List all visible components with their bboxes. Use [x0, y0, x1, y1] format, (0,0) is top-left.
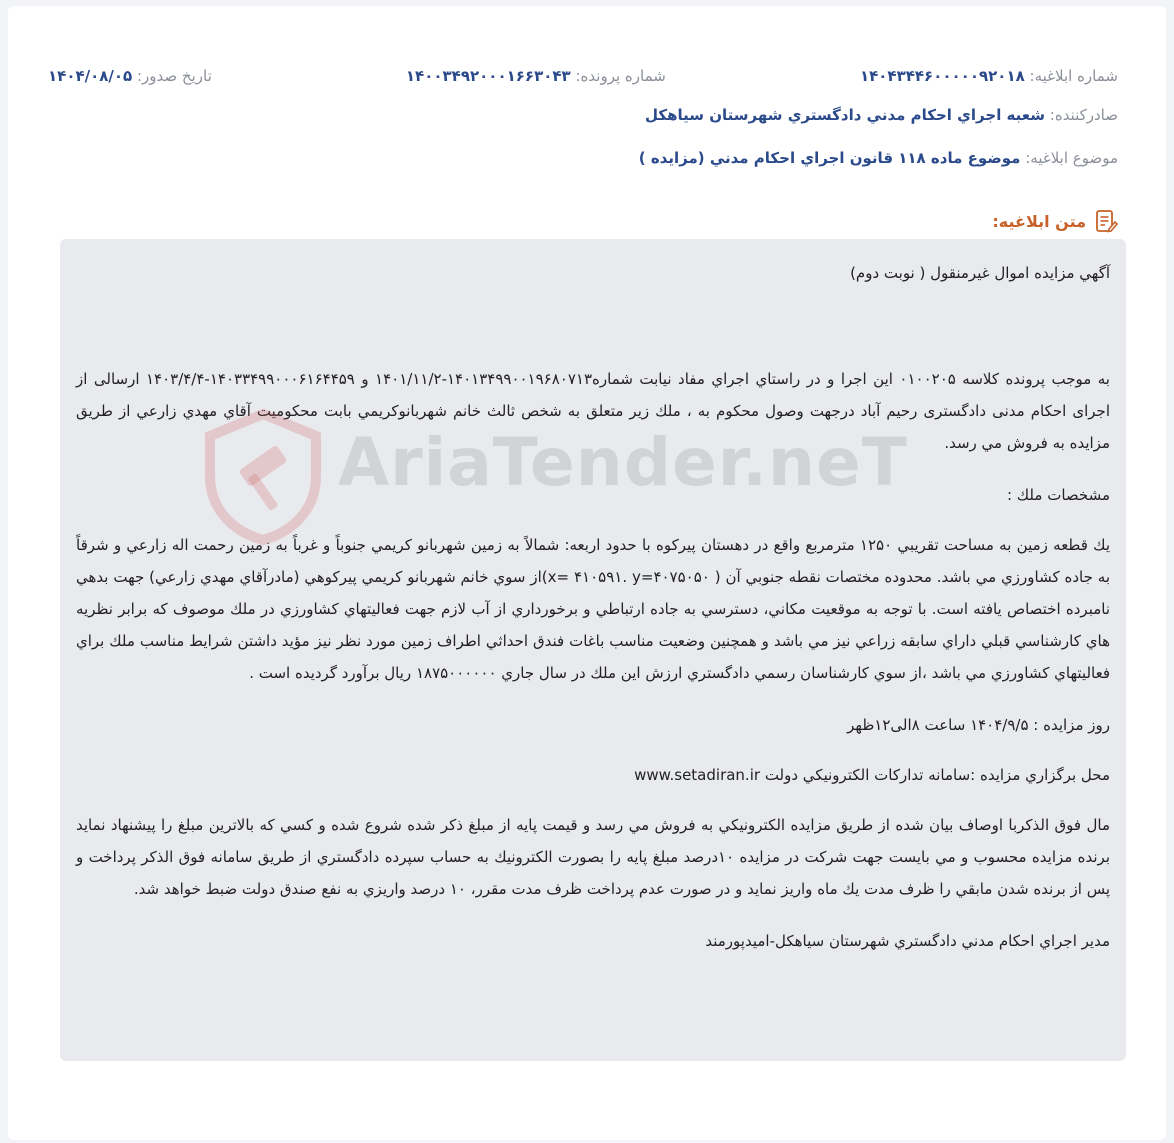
- issuer: [645, 106, 1118, 124]
- notice-number: [860, 67, 1118, 85]
- body-paragraph-3: مال فوق الذكربا اوصاف بيان شده از طريق مزايده الكترونيكي به فروش مي رسد و قيمت پايه از مبلغ ذكر شده شروع شده و كسي كه بالاترين مبلغ را پيشنهاد نمايد برنده مزايده محسوب و مي بايست جهت شركت در مزايده ۱۰درصد مبلغ پايه را بصورت الكترونيك به حساب سپرده دادگستري از طريق سامانه فوق الذكر پرداخت و پس از برنده شدن مابقي را ظرف مدت يك ماه واريز نمايد و در صورت عدم پرداخت ظرف مدت مقرر، ۱۰ درصد واريزي به نفع صندق دولت ضبط خواهد شد.: [76, 816, 1110, 898]
- auction-day: روز مزايده : ۱۴۰۴/۹/۵ ساعت ۸الی۱۲ظهر: [847, 716, 1110, 734]
- watermark-text: AriaTender.neT: [338, 424, 908, 501]
- issuer-value: شعبه اجراي احكام مدني دادگستري شهرستان سياهكل: [644, 106, 1045, 124]
- signature: مدير اجراي احكام مدني دادگستري شهرستان سياهكل-اميدپورمند: [705, 932, 1110, 950]
- body-paragraph-2: يك قطعه زمين به مساحت تقريبي ۱۲۵۰ مترمربع واقع در دهستان پيركوه با حدود اربعه: شمالاً به زمين شهربانو كريمي جنوباً و غرباً به زمين رحمت اله زارعي و شرقاً به جاده كشاورزي مي باشد. محدوده مختصات نقطه جنوبي آن ( x= ۴۱۰۵۹۱. y=۴۰۷۵۰۵۰)از سوي خانم شهربانو كريمي پيركوهي (مادرآقاي مهدي زارعي) جهت بدهي نامبرده اختصاص يافته است. با توجه به موقعيت مكاني، دسترسي به جاده ارتباطي و برخورداري از آب لازم جهت فعاليتهاي كشاورزي در ملك موصوف كه برابر نظريه هاي كارشناسي قبلي داراي سابقه زراعي نيز مي باشد و همچنين وضعيت مناسب باغات فندق احداثي اطراف زمين مورد نظر نيز مؤيد داشتن شرايط مناسب ملك براي فعاليتهاي كشاورزي مي باشد ،از سوي كارشناسان رسمي دادگستري ارزش اين ملك در سال جاري ۱۸۷۵۰۰۰۰۰۰ ريال برآورد گرديده است .: [76, 536, 1111, 682]
- specs-label: مشخصات ملك :: [1006, 486, 1110, 504]
- issue-date-value: ۱۴۰۴/۰۸/۰۵: [48, 67, 133, 85]
- notice-number-label: شماره ابلاغیه:: [1029, 67, 1118, 85]
- issue-date: [48, 67, 212, 85]
- issuer-label: صادرکننده:: [1049, 106, 1118, 124]
- notice-card: [8, 6, 1166, 1140]
- case-number-label: شماره پرونده:: [575, 67, 666, 85]
- auction-venue: محل برگزاري مزايده :سامانه تداركات الكترونيكي دولت www.setadiran.ir: [634, 766, 1110, 784]
- subject: [639, 149, 1118, 167]
- section-title-text: متن ابلاغیه:: [992, 211, 1086, 231]
- subject-value: موضوع ماده ۱۱۸ قانون اجراي احكام مدني (مزايده ): [638, 149, 1021, 167]
- notice-number-value: ۱۴۰۴۳۴۴۶۰۰۰۰۰۹۲۰۱۸: [859, 67, 1025, 85]
- subject-label: موضوع ابلاغیه:: [1025, 149, 1118, 167]
- body-paragraph-1: به موجب پرونده كلاسه ۰۱۰۰۲۰۵ اين اجرا و در راستاي اجراي مفاد نيابت شماره۱۴۰۱۳۴۹۹۰۰۱۹۶۸۰۷۱۳-۱۴۰۱/۱۱/۲ و ۱۴۰۳۳۴۹۹۰۰۰۶۱۶۴۴۵۹-۱۴۰۳/۴/۴ ارسالی از اجرای احکام مدنی دادگستری رحیم آباد درجهت وصول محكوم به ، ملك زير متعلق به شخص ثالث خانم شهربانوكريمي بابت محكوميت آقاي مهدي زارعي از طريق مزايده به فروش مي رسد.: [76, 370, 1110, 452]
- section-title: [992, 208, 1118, 234]
- notice-body: [60, 239, 1126, 1061]
- case-number-value: ۱۴۰۰۳۴۹۲۰۰۰۱۶۶۳۰۴۳: [405, 67, 571, 85]
- document-icon: [1094, 208, 1118, 234]
- meta-row: [48, 64, 1118, 88]
- body-heading: آگهي مزايده اموال غيرمنقول ( نوبت دوم): [850, 264, 1110, 282]
- issue-date-label: تاریخ صدور:: [137, 67, 212, 85]
- case-number: [406, 67, 666, 85]
